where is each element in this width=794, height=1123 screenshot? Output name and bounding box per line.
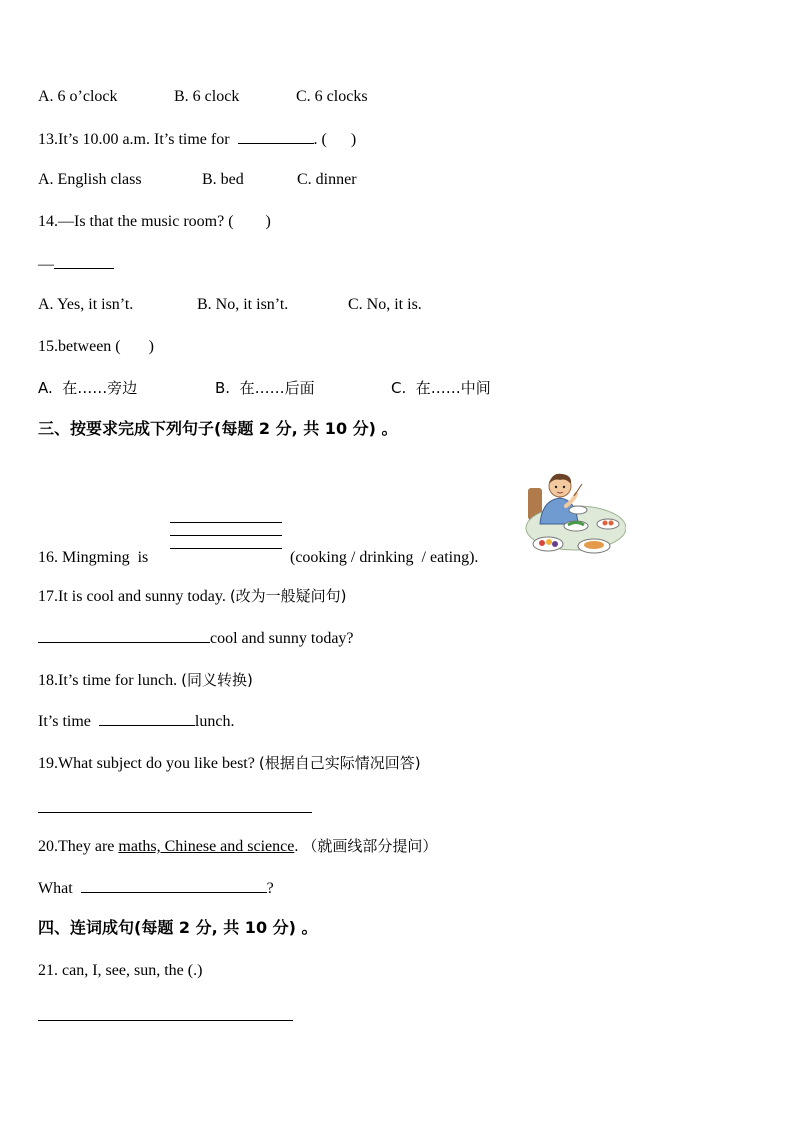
q19-instruction: (根据自己实际情况回答) [258, 754, 421, 772]
q15-option-c: C. 在……中间 [391, 379, 491, 397]
q13-stem-text: 13.It’s 10.00 a.m. It’s time for [38, 131, 230, 148]
q20-underlined-part: maths, Chinese and science [118, 838, 295, 855]
q13-option-c: C. dinner [297, 171, 357, 188]
q18-instruction: (同义转换) [181, 671, 253, 689]
q20-answer-line [38, 878, 274, 899]
q20-answer-tail: ? [266, 880, 274, 897]
section-3-heading: 三、按要求完成下列句子(每题 2 分, 共 10 分) 。 [38, 419, 398, 438]
q21-stem [38, 961, 202, 981]
q18-answer-prefix: It’s time [38, 713, 91, 730]
boy-eating-icon [516, 466, 626, 561]
q16-prefix: 16. Mingming is [38, 549, 149, 566]
q12-option-c: C. 6 clocks [296, 88, 368, 105]
q20-answer-prefix: What [38, 880, 73, 897]
q18-answer-blank[interactable] [99, 711, 195, 726]
q14-option-c: C. No, it is. [348, 296, 422, 313]
q14-option-b: B. No, it isn’t. [197, 296, 289, 313]
q16-stem [38, 548, 479, 568]
q13-answer-blank[interactable] [238, 129, 314, 144]
q14-answer-line [38, 254, 114, 275]
q17-instruction: (改为一般疑问句) [229, 587, 347, 605]
q14-option-a: A. Yes, it isn’t. [38, 296, 134, 313]
q14-stem [38, 212, 271, 232]
q19-stem [38, 753, 421, 774]
q13-bracket: . ( ) [313, 131, 357, 148]
q17-answer-blank[interactable] [38, 628, 210, 643]
q15-stem [38, 337, 154, 357]
boy-eating-illustration [516, 466, 626, 561]
q16-answer-lines[interactable] [170, 522, 282, 561]
q17-stem-text: 17.It is cool and sunny today. [38, 588, 226, 605]
q18-stem [38, 670, 253, 691]
q13-stem [38, 129, 356, 150]
q20-period: . [294, 838, 299, 855]
q20-number: 20.They are [38, 838, 115, 855]
q21-stem-text: 21. can, I, see, sun, the (.) [38, 962, 203, 979]
q12-option-b: B. 6 clock [174, 88, 240, 105]
q20-stem [38, 836, 437, 857]
q17-answer-tail: cool and sunny today? [210, 630, 354, 647]
q18-stem-text: 18.It’s time for lunch. [38, 672, 178, 689]
q18-answer-line [38, 711, 234, 732]
q17-stem [38, 586, 347, 607]
q14-dash: — [38, 256, 54, 273]
q14-stem-text: 14.—Is that the music room? ( ) [38, 213, 271, 230]
q19-answer-line[interactable] [38, 812, 312, 813]
q14-answer-blank[interactable] [54, 254, 114, 269]
q13-option-b: B. bed [202, 171, 244, 188]
q13-option-a: A. English class [38, 171, 142, 188]
q12-option-a: A. 6 o’clock [38, 88, 118, 105]
q17-answer-line [38, 628, 354, 649]
q21-answer-line[interactable] [38, 1020, 293, 1021]
q19-stem-text: 19.What subject do you like best? [38, 755, 255, 772]
q15-stem-text: 15.between ( ) [38, 338, 154, 355]
q15-option-b: B. 在……后面 [215, 379, 315, 397]
q16-choices: (cooking / drinking / eating). [290, 549, 479, 566]
section-4-heading: 四、连词成句(每题 2 分, 共 10 分) 。 [38, 918, 318, 937]
q20-answer-blank[interactable] [81, 878, 267, 893]
q15-option-a: A. 在……旁边 [38, 379, 138, 397]
q20-instruction: （就画线部分提问） [302, 837, 438, 855]
q18-answer-tail: lunch. [194, 713, 235, 730]
